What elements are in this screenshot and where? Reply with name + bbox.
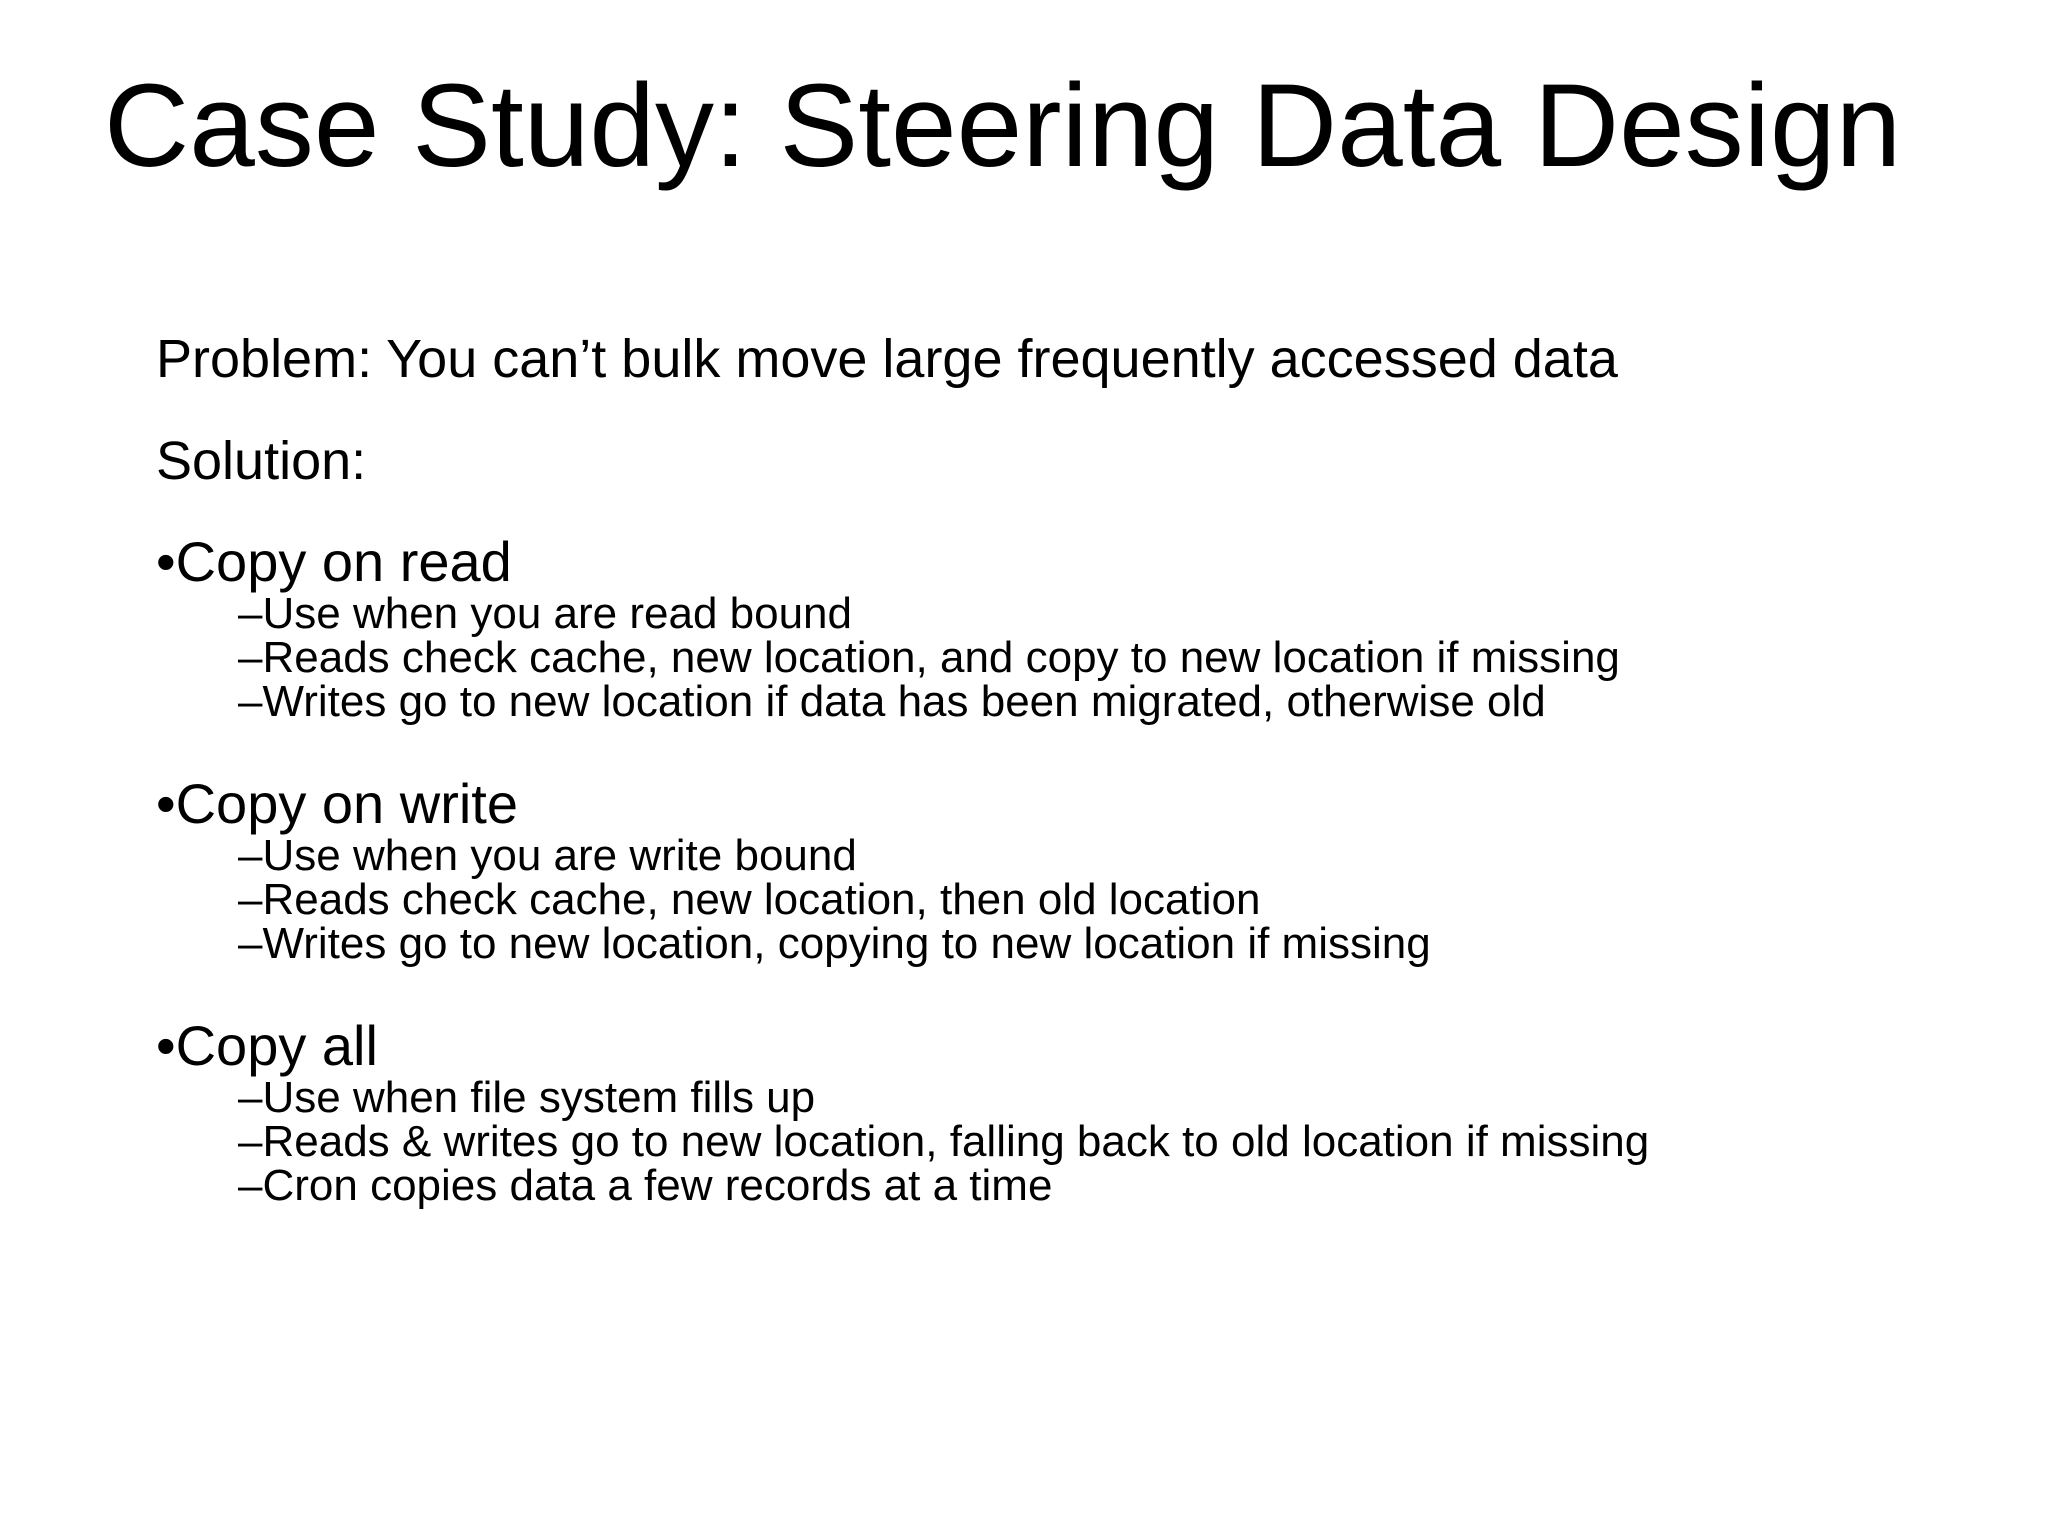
sub-item: – Use when file system fills up: [238, 1076, 2016, 1120]
sub-item: – Reads & writes go to new location, falling back to old location if missing: [238, 1120, 2016, 1164]
bullet-group-copy-on-read: [156, 532, 2016, 724]
sub-item: – Writes go to new location if data has been migrated, otherwise old: [238, 680, 2016, 724]
sublist-copy-on-write: [156, 831, 2016, 968]
sublist-copy-on-read: [156, 589, 2016, 726]
problem-statement: Problem: You can’t bulk move large frequently accessed data: [156, 329, 1618, 389]
sub-item: – Reads check cache, new location, then old location: [238, 878, 2016, 922]
bullet-copy-on-read: • Copy on read: [156, 532, 2016, 592]
bullet-copy-all: • Copy all: [156, 1016, 2016, 1076]
solution-label: Solution:: [156, 431, 367, 491]
bullet-group-copy-all: [156, 1016, 2016, 1208]
slide-body: [156, 328, 2016, 1258]
sublist-copy-all: [156, 1073, 2016, 1210]
bullet-copy-on-write: • Copy on write: [156, 774, 2016, 834]
sub-item: – Cron copies data a few records at a time: [238, 1164, 2016, 1208]
sub-item: – Use when you are write bound: [238, 834, 2016, 878]
bullet-group-copy-on-write: [156, 774, 2016, 966]
slide-title: Case Study: Steering Data Design: [104, 60, 1902, 192]
sub-item: – Reads check cache, new location, and copy to new location if missing: [238, 636, 2016, 680]
sub-item: – Writes go to new location, copying to new location if missing: [238, 922, 2016, 966]
sub-item: – Use when you are read bound: [238, 592, 2016, 636]
